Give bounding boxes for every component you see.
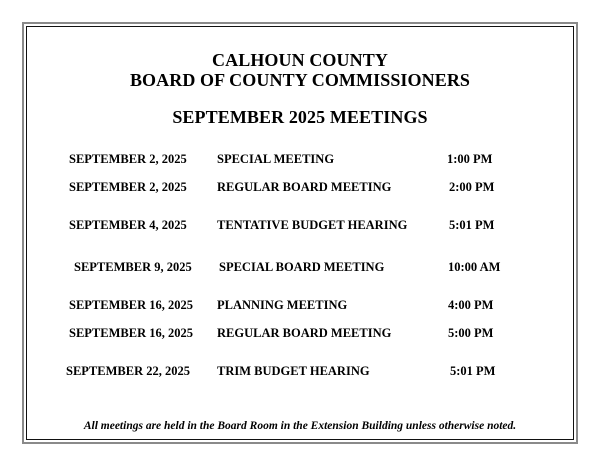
meeting-time: 10:00 AM bbox=[448, 260, 501, 274]
meeting-time: 2:00 PM bbox=[449, 180, 495, 194]
meeting-date: SEPTEMBER 22, 2025 bbox=[66, 364, 190, 378]
county-title: CALHOUN COUNTY bbox=[212, 50, 388, 70]
meeting-row bbox=[0, 217, 600, 233]
meeting-date: SEPTEMBER 9, 2025 bbox=[74, 260, 192, 274]
meeting-name: TENTATIVE BUDGET HEARING bbox=[217, 218, 408, 232]
meeting-date: SEPTEMBER 2, 2025 bbox=[69, 180, 187, 194]
meeting-date: SEPTEMBER 16, 2025 bbox=[69, 298, 193, 312]
meeting-row bbox=[0, 297, 600, 313]
meeting-time: 5:01 PM bbox=[449, 218, 495, 232]
meeting-row bbox=[0, 363, 600, 379]
meeting-name: TRIM BUDGET HEARING bbox=[217, 364, 370, 378]
meeting-name: SPECIAL MEETING bbox=[217, 152, 335, 166]
meeting-row bbox=[0, 259, 600, 275]
meeting-row bbox=[0, 151, 600, 167]
meeting-time: 5:01 PM bbox=[450, 364, 496, 378]
meeting-name: REGULAR BOARD MEETING bbox=[217, 180, 392, 194]
meeting-name: SPECIAL BOARD MEETING bbox=[219, 260, 385, 274]
meeting-date: SEPTEMBER 16, 2025 bbox=[69, 326, 193, 340]
meeting-time: 1:00 PM bbox=[447, 152, 493, 166]
meeting-date: SEPTEMBER 4, 2025 bbox=[69, 218, 187, 232]
meeting-name: REGULAR BOARD MEETING bbox=[217, 326, 392, 340]
location-note: All meetings are held in the Board Room in the Extension Building unless otherwise noted. bbox=[83, 420, 517, 432]
meeting-date: SEPTEMBER 2, 2025 bbox=[69, 152, 187, 166]
meeting-name: PLANNING MEETING bbox=[217, 298, 348, 312]
meeting-row bbox=[0, 325, 600, 341]
board-title: BOARD OF COUNTY COMMISSIONERS bbox=[129, 70, 471, 90]
schedule-subtitle: SEPTEMBER 2025 MEETINGS bbox=[172, 107, 428, 127]
meeting-time: 4:00 PM bbox=[448, 298, 494, 312]
meeting-row bbox=[0, 179, 600, 195]
meeting-time: 5:00 PM bbox=[448, 326, 494, 340]
